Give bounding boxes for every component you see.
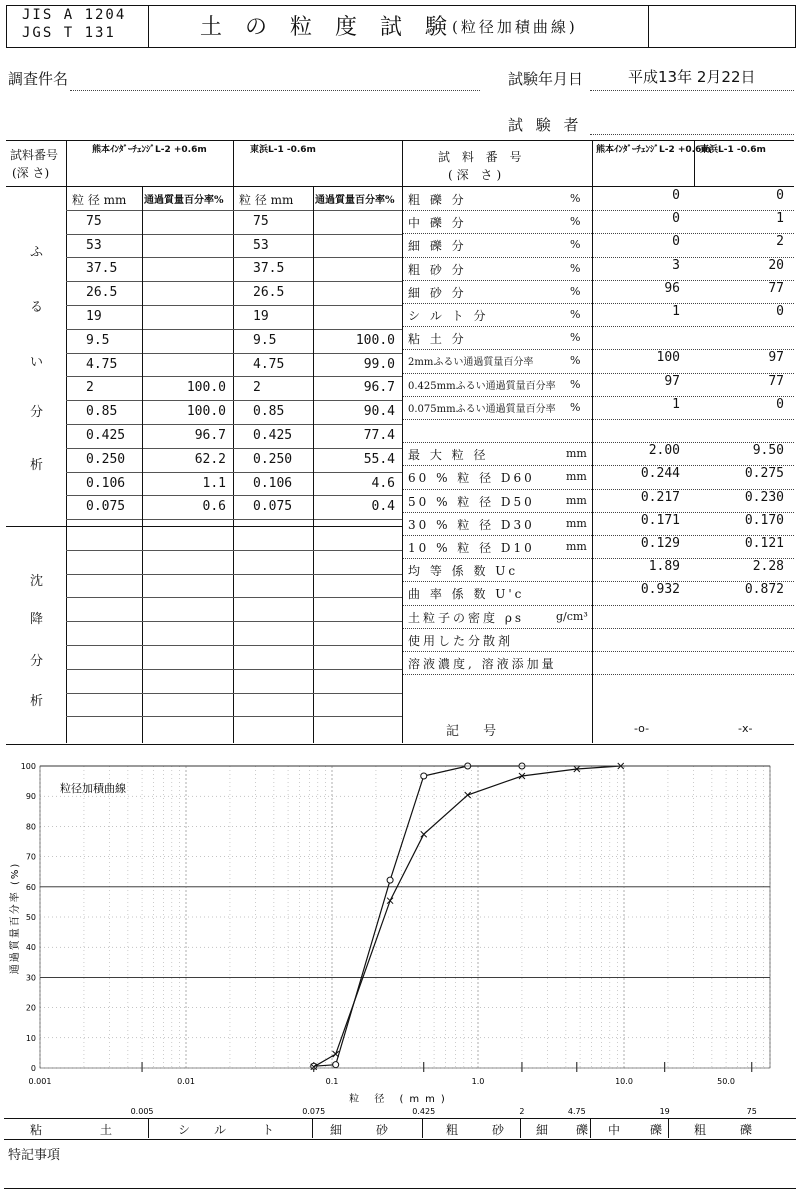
- result-value-2: 0: [776, 304, 784, 319]
- results-sample1-name: 熊本ｲﾝﾀﾞｰﾁｪﾝｼﾞL-2 +0.6m: [596, 145, 711, 155]
- result-unit: %: [570, 400, 581, 414]
- result-value-2: 97: [768, 350, 784, 366]
- sample2-name: 東浜L-1 -0.6m: [250, 145, 316, 155]
- result-label: 使用した分散剤: [408, 633, 514, 648]
- result-value-1: 1: [672, 396, 680, 412]
- sieve-tick-label: 19: [659, 1107, 670, 1116]
- result-row-line: [403, 326, 794, 327]
- result-unit: %: [570, 284, 581, 298]
- class-label: ル: [214, 1123, 227, 1137]
- result-value-1: 0.932: [640, 582, 680, 598]
- sieve-size-1: 0.85: [86, 404, 118, 420]
- row-line: [66, 597, 402, 598]
- x-tick-label: 1.0: [471, 1077, 485, 1086]
- result-label: 曲 率 係 数 U'c: [408, 587, 525, 602]
- data-point-circle: [421, 773, 427, 779]
- result-value-2: 0.170: [744, 512, 784, 528]
- sieve-size-2: 37.5: [253, 261, 285, 277]
- tester-label: 試 験 者: [508, 116, 583, 134]
- row-line: [66, 234, 402, 235]
- grading-curve-chart: [0, 748, 800, 1120]
- result-label: 土粒子の密度 ρs: [408, 610, 525, 625]
- class-divider: [590, 1118, 591, 1138]
- date-value: 平成13年 2月22日: [628, 68, 756, 86]
- sieve-col-pass: 通過質量百分率%: [144, 195, 224, 206]
- result-unit: mm: [566, 470, 587, 484]
- result-label: 細 砂 分: [408, 285, 467, 300]
- result-value-1: 0.129: [640, 536, 680, 551]
- result-label: 0.075mmふるい通過質量百分率: [408, 403, 556, 415]
- result-row-line: [403, 674, 794, 675]
- page-subtitle: (粒径加積曲線): [452, 18, 578, 36]
- row-line: [66, 645, 402, 646]
- class-label: 粘: [30, 1123, 43, 1137]
- result-label: 2mmふるい通過質量百分率: [408, 357, 534, 369]
- sieve-size-1: 0.106: [86, 475, 126, 491]
- sieve-size-2: 53: [253, 237, 269, 253]
- result-value-2: 20: [768, 257, 784, 273]
- chart-title: 粒径加積曲線: [60, 782, 126, 795]
- row-line: [66, 693, 402, 694]
- header-divider: [148, 5, 149, 47]
- row-line: [66, 305, 402, 306]
- sieve-pass-2: 4.6: [371, 475, 395, 491]
- x-tick-label: 10.0: [615, 1077, 633, 1086]
- result-value-1: 97: [664, 373, 680, 389]
- result-value-1: 0.244: [640, 466, 680, 482]
- results-header-depth: (深 さ): [448, 168, 506, 182]
- header-row-line: [6, 186, 794, 187]
- result-value-1: 100: [656, 350, 680, 366]
- result-row-line: [403, 651, 794, 652]
- result-unit: mm: [566, 447, 587, 461]
- symbol-sample1: -o-: [634, 722, 650, 735]
- result-row-line: [403, 628, 794, 629]
- class-divider: [312, 1118, 313, 1138]
- sieve-tick-label: 0.075: [302, 1107, 326, 1116]
- row-line: [66, 329, 402, 330]
- sieve-size-2: 9.5: [253, 332, 277, 348]
- class-label: 砂: [492, 1123, 505, 1137]
- sieve-size-2: 26.5: [253, 285, 285, 301]
- sieve-pass-2: 99.0: [363, 356, 395, 372]
- row-line: [66, 400, 402, 401]
- class-label: 礫: [740, 1123, 753, 1137]
- result-label: シ ル ト 分: [408, 309, 489, 323]
- result-label: 30 % 粒 径 D30: [408, 517, 535, 532]
- row-line: [66, 353, 402, 354]
- sieve-pass-2: 77.4: [363, 428, 395, 443]
- sieve-tick-label: 0.425: [412, 1107, 436, 1116]
- sieve-size-2: 2: [253, 380, 261, 396]
- result-unit: mm: [566, 493, 587, 507]
- result-value-1: 3: [672, 257, 680, 273]
- sieve-col-pass: 通過質量百分率%: [315, 195, 395, 206]
- x-tick-label: 0.001: [28, 1077, 52, 1086]
- data-point-circle: [387, 877, 393, 883]
- class-divider: [668, 1118, 669, 1138]
- row-line: [66, 376, 402, 377]
- project-label: 調査件名: [8, 70, 69, 88]
- result-value-1: 0: [672, 211, 680, 227]
- result-unit: %: [570, 331, 581, 345]
- sieve-size-1: 0.075: [86, 499, 126, 515]
- notes-label: 特記事項: [8, 1148, 61, 1163]
- row-line: [66, 550, 402, 551]
- result-label: 0.425mmふるい通過質量百分率: [408, 380, 556, 392]
- series-line-1: [314, 766, 522, 1066]
- sieve-pass-2: 90.4: [363, 404, 395, 420]
- sieve-size-2: 4.75: [253, 356, 285, 372]
- result-value-1: 1.89: [648, 559, 680, 575]
- sieve-tick-label: 75: [746, 1107, 757, 1116]
- result-value-2: 2: [776, 234, 784, 250]
- result-label: 中 礫 分: [408, 216, 467, 231]
- class-label: 礫: [576, 1123, 589, 1137]
- header-divider: [648, 5, 649, 47]
- results-header: 試 料 番 号: [438, 150, 526, 164]
- result-value-1: 0: [672, 188, 680, 203]
- result-unit: %: [570, 308, 581, 321]
- sieve-size-2: 0.85: [253, 404, 285, 420]
- sieve-size-1: 37.5: [86, 261, 118, 277]
- data-point-cross: [333, 1051, 339, 1057]
- symbol-label: 記 号: [446, 724, 507, 739]
- result-value-2: 0: [776, 188, 784, 203]
- sieve-size-1: 19: [86, 309, 102, 324]
- result-value-1: 0.217: [640, 489, 680, 505]
- col-divider: [66, 140, 67, 743]
- result-unit: %: [570, 377, 581, 391]
- result-label: 粗 砂 分: [408, 262, 467, 277]
- class-label: 中: [608, 1123, 621, 1137]
- result-label: 10 % 粒 径 D10: [408, 541, 535, 555]
- sieve-col-size: 粒 径 mm: [72, 193, 127, 207]
- tester-line: [590, 134, 794, 135]
- sample-depth-label: (深 さ): [12, 166, 50, 180]
- sieve-size-1: 0.250: [86, 451, 126, 467]
- sieve-tick-label: 2: [519, 1107, 525, 1116]
- class-label: 細: [536, 1123, 549, 1137]
- result-row-line: [403, 419, 794, 420]
- y-tick-label: 40: [25, 943, 36, 953]
- standard-jgs: JGS T 131: [22, 25, 116, 41]
- sedimentation-side-label: 沈 降 分 析: [30, 574, 44, 709]
- row-line: [66, 448, 402, 449]
- sieve-size-2: 75: [253, 213, 269, 229]
- result-unit: %: [570, 215, 581, 229]
- result-value-2: 0.872: [744, 582, 784, 598]
- result-value-1: 96: [664, 280, 680, 296]
- page-title: 土 の 粒 度 試 験: [200, 15, 455, 40]
- result-value-2: 2.28: [752, 559, 784, 575]
- sieve-pass-1: 62.2: [194, 451, 226, 467]
- sieve-size-2: 19: [253, 309, 269, 324]
- result-value-1: 1: [672, 304, 680, 319]
- result-unit: mm: [566, 516, 587, 530]
- result-unit: %: [570, 192, 581, 205]
- class-label: 砂: [376, 1123, 389, 1137]
- result-label: 60 % 粒 径 D60: [408, 471, 535, 486]
- sieve-side-label: ふ る い 分 析: [30, 245, 44, 473]
- bottom-line: [4, 1188, 796, 1189]
- sieve-size-1: 0.425: [86, 428, 126, 443]
- result-label: 最 大 粒 径: [408, 448, 489, 463]
- result-label: 細 礫 分: [408, 239, 467, 254]
- class-divider: [422, 1118, 423, 1138]
- result-value-2: 77: [768, 280, 784, 296]
- data-point-cross: [387, 898, 393, 904]
- sample1-name: 熊本ｲﾝﾀﾞｰﾁｪﾝｼﾞL-2 +0.6m: [92, 145, 207, 155]
- result-value-2: 0.275: [744, 466, 784, 482]
- series-line-2: [314, 766, 621, 1067]
- sieve-tick-label: 0.005: [130, 1107, 154, 1116]
- y-tick-label: 60: [25, 882, 36, 892]
- sieve-pass-2: 96.7: [363, 380, 395, 396]
- data-point-circle: [333, 1062, 339, 1068]
- y-tick-label: 100: [20, 762, 36, 771]
- x-axis-label: 粒 径 (mm): [349, 1094, 451, 1105]
- result-label: 50 % 粒 径 D50: [408, 494, 535, 509]
- sieve-size-2: 0.425: [253, 428, 293, 443]
- result-label: 均 等 係 数 Uc: [408, 564, 519, 579]
- y-tick-label: 30: [25, 973, 36, 983]
- row-line: [66, 669, 402, 670]
- sieve-size-1: 75: [86, 213, 102, 229]
- sieve-pass-1: 100.0: [186, 380, 226, 396]
- result-label: 粘 土 分: [408, 332, 467, 347]
- sieve-size-1: 4.75: [86, 356, 118, 372]
- sieve-tick-label: 4.75: [567, 1107, 586, 1116]
- y-tick-label: 0: [30, 1064, 36, 1073]
- result-label: 溶液濃度, 溶液添加量: [408, 657, 557, 671]
- row-line: [66, 495, 402, 496]
- date-label: 試験年月日: [508, 70, 584, 88]
- y-tick-label: 20: [25, 1003, 36, 1013]
- sieve-size-2: 0.106: [253, 475, 293, 491]
- y-axis-label: 通過質量百分率 (%): [10, 861, 21, 975]
- result-unit: %: [570, 238, 581, 252]
- row-line: [66, 621, 402, 622]
- classification-strip: [4, 1118, 796, 1140]
- sieve-size-1: 9.5: [86, 332, 110, 348]
- result-unit: %: [570, 354, 581, 368]
- x-tick-label: 50.0: [717, 1077, 735, 1086]
- sieve-pass-2: 100.0: [355, 332, 395, 348]
- row-line: [66, 424, 402, 425]
- class-divider: [148, 1118, 149, 1138]
- row-line: [66, 574, 402, 575]
- sieve-pass-2: 55.4: [363, 451, 395, 467]
- sieve-size-1: 2: [86, 380, 94, 396]
- sieve-pass-1: 100.0: [186, 404, 226, 420]
- col-divider: [233, 140, 234, 743]
- sieve-pass-1: 96.7: [194, 428, 226, 443]
- result-unit: mm: [566, 540, 587, 553]
- sieve-size-1: 53: [86, 237, 102, 253]
- data-point-cross: [465, 792, 471, 798]
- y-tick-label: 10: [25, 1033, 36, 1043]
- result-row-line: [403, 605, 794, 606]
- result-value-1: 0.171: [640, 512, 680, 528]
- result-value-1: 0: [672, 234, 680, 250]
- class-label: 礫: [650, 1123, 663, 1137]
- results-sample2-name: 東浜L-1 -0.6m: [700, 145, 766, 155]
- sample-label: 試料番号: [10, 148, 59, 162]
- class-divider: [520, 1118, 521, 1138]
- result-unit: g/cm³: [556, 609, 588, 623]
- result-value-2: 0.230: [744, 489, 784, 505]
- result-value-2: 1: [776, 211, 784, 227]
- sieve-size-2: 0.250: [253, 451, 293, 467]
- y-tick-label: 80: [25, 822, 36, 832]
- row-line: [66, 716, 402, 717]
- row-line: [66, 281, 402, 282]
- row-line: [66, 210, 402, 211]
- row-line: [66, 519, 402, 520]
- row-line: [66, 257, 402, 258]
- class-label: ト: [262, 1123, 275, 1137]
- result-label: 粗 礫 分: [408, 193, 467, 207]
- class-label: 粗: [694, 1123, 707, 1137]
- x-tick-label: 0.1: [325, 1077, 339, 1086]
- result-value-2: 9.50: [752, 443, 784, 459]
- date-line: [590, 90, 794, 91]
- class-label: 細: [330, 1123, 343, 1137]
- result-value-2: 0.121: [744, 536, 784, 551]
- class-label: 土: [100, 1123, 113, 1137]
- sieve-pass-2: 0.4: [371, 499, 395, 515]
- sieve-size-1: 26.5: [86, 285, 118, 301]
- sieve-size-2: 0.075: [253, 499, 293, 515]
- sieve-col-size: 粒 径 mm: [239, 193, 294, 207]
- y-tick-label: 50: [25, 913, 36, 922]
- standard-jis: JIS A 1204: [22, 7, 127, 23]
- x-tick-label: 0.01: [177, 1077, 195, 1086]
- result-unit: %: [570, 261, 581, 275]
- data-point-cross: [421, 831, 427, 837]
- result-value-2: 77: [768, 373, 784, 389]
- result-value-1: 2.00: [648, 443, 680, 459]
- y-tick-label: 70: [25, 852, 36, 862]
- result-value-2: 0: [776, 396, 784, 412]
- row-line: [66, 472, 402, 473]
- y-tick-label: 90: [25, 792, 36, 802]
- project-line: [70, 90, 480, 91]
- class-label: 粗: [446, 1123, 459, 1137]
- sieve-pass-1: 0.6: [202, 499, 226, 515]
- symbol-sample2: -x-: [738, 722, 753, 735]
- class-label: シ: [178, 1123, 191, 1137]
- sieve-pass-1: 1.1: [202, 475, 226, 491]
